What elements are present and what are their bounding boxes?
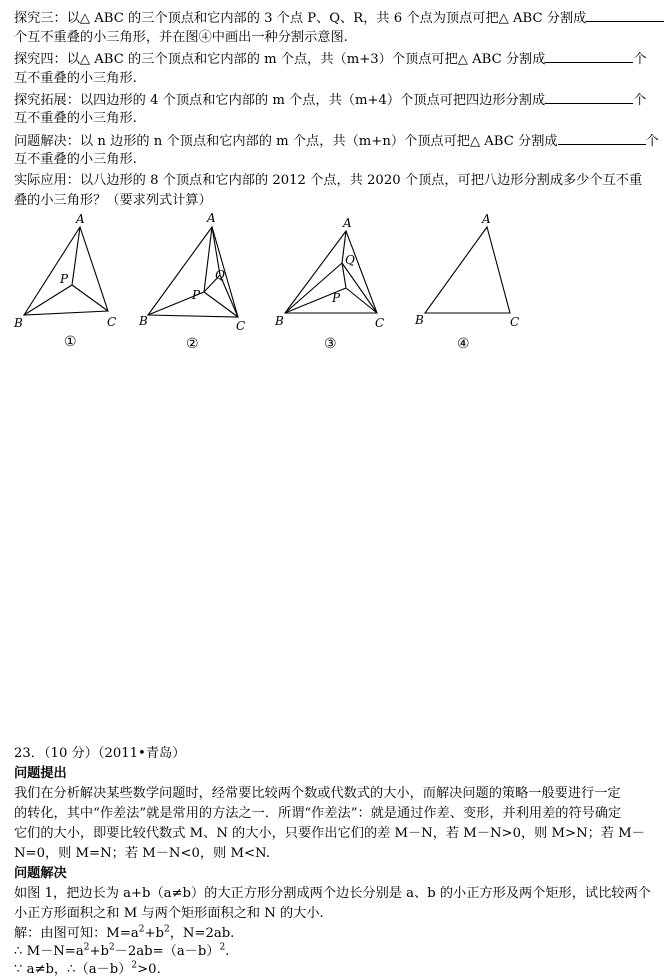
extend-end: 个 [633,93,647,108]
answer-blank[interactable] [545,49,633,63]
solve-text: 问题解决：以 n 边形的 n 个顶点和它内部的 m 个点，共（m+n）个顶点可把△ ABC 分割成 [14,134,558,149]
fig3-label-P: P [332,291,341,305]
fig4-label-C: C [510,315,520,329]
solution-line-1 [14,925,234,943]
figure-label-4: ④ [457,336,470,352]
q23-heading-problem: 问题提出 [14,766,67,781]
extend-line1 [14,90,646,110]
figure-label-3: ③ [324,336,337,352]
answer-blank[interactable] [558,131,646,145]
figure-label-2: ② [186,336,199,352]
explore3-line2: 个互不重叠的小三角形，并在图④中画出一种分割示意图. [14,30,348,45]
figure-1 [24,227,108,315]
solution-text: +b [144,926,164,941]
solution-text: ∴ M－N=a [14,944,84,959]
extend-line2: 互不重叠的小三角形. [14,111,137,126]
q23-paragraph-line: 小正方形面积之和 M 与两个矩形面积之和 N 的大小. [14,906,324,921]
solve-line2: 互不重叠的小三角形. [14,152,137,167]
extend-text: 探究拓展：以四边形的 4 个顶点和它内部的 m 个点，共（m+4）个顶点可把四边形分割成 [14,93,546,108]
superscript: 2 [83,942,90,953]
solution-text: 解：由图可知：M=a [14,926,139,941]
solution-text: ∵ a≠b，∴（a－b） [14,962,132,977]
fig2-label-Q: Q [215,268,225,282]
superscript: 2 [131,960,138,971]
fig3-label-C: C [375,316,385,330]
q23-paragraph-line: 的转化，其中“作差法”就是常用的方法之一．所谓“作差法”：就是通过作差、变形，并利用差的符号确定 [14,806,622,821]
solve-end: 个 [645,134,659,149]
superscript: 2 [163,924,170,935]
fig3-label-B: B [275,314,284,328]
explore4-line1 [14,49,647,69]
explore4-line2: 互不重叠的小三角形. [14,71,137,86]
q23-paragraph-line: 我们在分析解决某些数学问题时，经常要比较两个数或代数式的大小，而解决问题的策略一般要进行一定 [14,786,621,801]
q23-header: 23．（10 分）（2011•青岛） [14,746,186,761]
fig3-label-A: A [343,216,352,230]
solution-text: >0. [137,962,161,977]
fig1-label-B: B [14,316,23,330]
superscript: 2 [219,942,226,953]
solution-line-3 [14,961,161,979]
solve-line1 [14,131,659,151]
segment-CQ [342,263,377,313]
segment-AP [72,227,80,285]
superscript: 2 [108,942,115,953]
answer-blank[interactable] [586,8,664,22]
answer-blank[interactable] [545,90,633,104]
q23-paragraph-line: N=0，则 M=N；若 M－N<0，则 M<N. [14,846,270,861]
explore4-end: 个 [633,52,647,67]
apply-line2: 叠的小三角形？（要求列式计算） [14,193,212,208]
figure-4 [425,227,510,313]
explore3-text: 探究三：以△ ABC 的三个顶点和它内部的 3 个点 P、Q、R，共 6 个点为顶点可把△ ABC 分割成 [14,11,587,26]
segment-BQ [285,263,342,313]
fig4-label-A: A [482,212,491,226]
segment-CP [72,285,108,311]
explore3-line1 [14,8,664,28]
solution-text: +b [89,944,109,959]
explore4-text: 探究四：以△ ABC 的三个顶点和它内部的 m 个点，共（m+3）个顶点可把△ ABC 分割成 [14,52,546,67]
fig1-label-A: A [76,212,85,226]
figure-label-1: ① [64,334,77,350]
apply-line1: 实际应用：以八边形的 8 个顶点和它内部的 2012 个点，共 2020 个顶点，可把八边形分割成多少个互不重 [14,173,643,188]
solution-text: ，N=2ab. [169,926,235,941]
q23-heading-solve: 问题解决 [14,866,67,881]
superscript: 2 [138,924,145,935]
solution-text: . [225,944,230,959]
fig4-label-B: B [415,313,424,327]
fig2-label-A: A [207,211,216,225]
solution-text: －2ab=（a－b） [114,944,220,959]
triangle-4 [425,227,510,313]
fig1-label-P: P [60,272,69,286]
q23-paragraph-line: 它们的大小，即要比较代数式 M、N 的大小，只要作出它们的差 M－N，若 M－N>0，则 M>N；若 M－ [14,826,645,841]
q23-paragraph-line: 如图 1，把边长为 a+b（a≠b）的大正方形分割成两个边长分别是 a、b 的小正方形及两个矩形，试比较两个 [14,886,651,901]
fig2-label-C: C [236,319,246,333]
figure-3 [285,231,377,313]
fig1-label-C: C [107,315,117,329]
segment-BP [24,285,72,315]
fig2-label-B: B [139,314,148,328]
fig2-label-P: P [192,288,201,302]
solution-line-2 [14,943,229,961]
fig3-label-Q: Q [345,253,355,267]
